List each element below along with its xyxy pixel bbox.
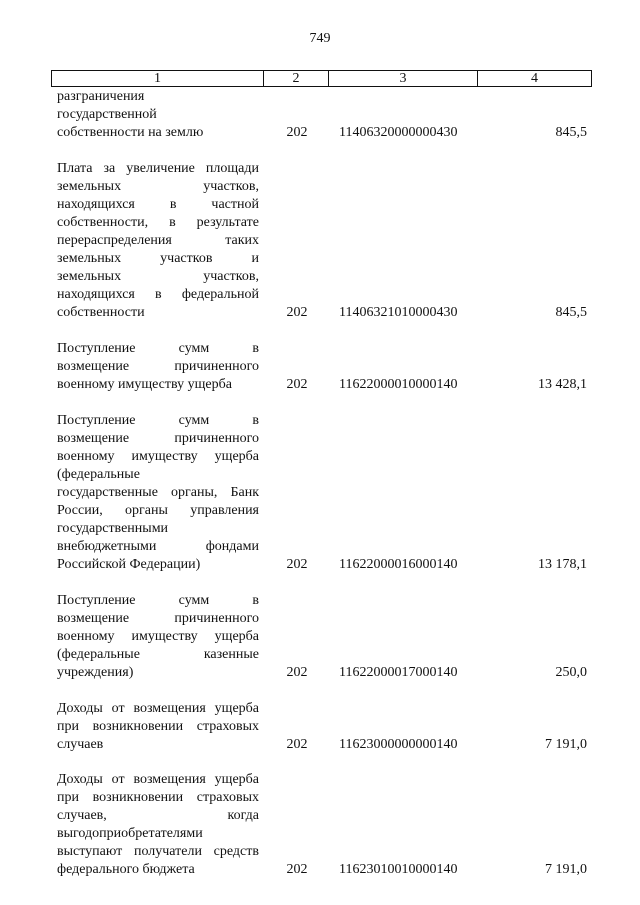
description-line: федерального бюджета xyxy=(57,862,195,877)
description-line: выгодоприобретателями xyxy=(57,826,203,841)
table-row xyxy=(57,340,592,394)
description-line: возмещение причиненного xyxy=(57,611,259,626)
header-col-2: 2 xyxy=(264,71,329,86)
description-line: Поступление сумм в xyxy=(57,593,259,608)
header-col-4: 4 xyxy=(531,71,538,86)
description-line: земельных участков, xyxy=(57,179,259,194)
row-amount: 845,5 xyxy=(555,305,587,320)
description-line: случаев xyxy=(57,737,104,752)
row-col-2: 202 xyxy=(286,665,308,680)
row-col-2: 202 xyxy=(286,737,308,752)
row-amount: 7 191,0 xyxy=(545,737,587,752)
table-row xyxy=(57,160,592,322)
description-line: при возникновении страховых xyxy=(57,719,259,734)
header-col-3: 3 xyxy=(329,71,478,86)
description-line: военному имуществу ущерба xyxy=(57,377,232,392)
description-line: возмещение причиненного xyxy=(57,359,259,374)
row-col-2: 202 xyxy=(286,557,308,572)
description-line: разграничения xyxy=(57,89,145,104)
row-code: 11622000016000140 xyxy=(339,557,458,572)
description-line: (федеральные казенные xyxy=(57,647,259,662)
table-row xyxy=(57,771,592,879)
row-description xyxy=(57,160,259,322)
row-code: 11623010010000140 xyxy=(339,862,458,877)
row-amount: 13 178,1 xyxy=(538,557,587,572)
description-line: Российской Федерации) xyxy=(57,557,201,572)
description-line: земельных участков и xyxy=(57,251,259,266)
table-row xyxy=(57,412,592,574)
description-line: при возникновении страховых xyxy=(57,790,259,805)
row-col-2: 202 xyxy=(286,305,308,320)
row-col-2: 202 xyxy=(286,862,308,877)
page-number: 749 xyxy=(309,31,331,46)
row-amount: 7 191,0 xyxy=(545,862,587,877)
description-line: государственными xyxy=(57,521,169,536)
description-line: земельных участков, xyxy=(57,269,259,284)
description-line: внебюджетными фондами xyxy=(57,539,259,554)
description-line: возмещение причиненного xyxy=(57,431,259,446)
description-line: Поступление сумм в xyxy=(57,413,259,428)
description-line: собственности на землю xyxy=(57,125,204,140)
description-line: Поступление сумм в xyxy=(57,341,259,356)
description-line: военному имуществу ущерба xyxy=(57,629,259,644)
row-amount: 13 428,1 xyxy=(538,377,587,392)
description-line: Доходы от возмещения ущерба xyxy=(57,772,259,787)
description-line: государственной xyxy=(57,107,157,122)
description-line: Плата за увеличение площади xyxy=(57,161,259,176)
description-line: находящихся в федеральной xyxy=(57,287,259,302)
description-line: случаев, когда xyxy=(57,808,259,823)
description-line: учреждения) xyxy=(57,665,134,680)
row-code: 11406320000000430 xyxy=(339,125,458,140)
row-description xyxy=(57,88,259,142)
description-line: (федеральные xyxy=(57,467,140,482)
row-description xyxy=(57,412,259,574)
description-line: Доходы от возмещения ущерба xyxy=(57,701,259,716)
description-line: России, органы управления xyxy=(57,503,259,518)
description-line: находящихся в частной xyxy=(57,197,259,212)
table-row xyxy=(57,700,592,754)
row-description xyxy=(57,592,259,682)
row-description xyxy=(57,340,259,394)
row-description xyxy=(57,771,259,879)
table-body xyxy=(57,88,592,879)
row-amount: 250,0 xyxy=(555,665,587,680)
table-row xyxy=(57,88,592,142)
table-row xyxy=(57,592,592,682)
description-line: перераспределения таких xyxy=(57,233,259,248)
description-line: собственности xyxy=(57,305,145,320)
header-col-1: 1 xyxy=(52,71,264,86)
row-code: 11622000010000140 xyxy=(339,377,458,392)
row-col-2: 202 xyxy=(286,377,308,392)
description-line: выступают получатели средств xyxy=(57,844,259,859)
row-amount: 845,5 xyxy=(555,125,587,140)
description-line: государственные органы, Банк xyxy=(57,485,259,500)
table-header xyxy=(51,70,592,87)
row-code: 11622000017000140 xyxy=(339,665,458,680)
row-description xyxy=(57,700,259,754)
description-line: военному имуществу ущерба xyxy=(57,449,259,464)
row-col-2: 202 xyxy=(286,125,308,140)
row-code: 11406321010000430 xyxy=(339,305,458,320)
description-line: собственности, в результате xyxy=(57,215,259,230)
row-code: 11623000000000140 xyxy=(339,737,458,752)
